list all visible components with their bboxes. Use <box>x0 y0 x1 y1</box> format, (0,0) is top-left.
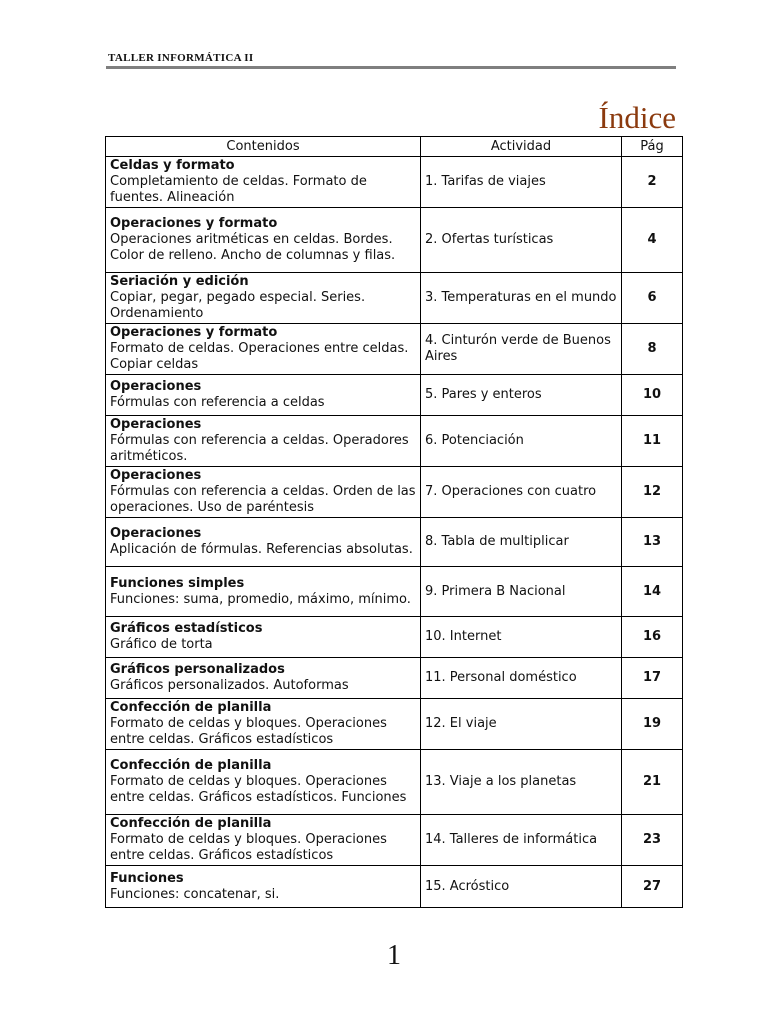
activity-cell: 3. Temperaturas en el mundo <box>421 273 622 324</box>
table-row <box>106 157 683 208</box>
activity-cell: 7. Operaciones con cuatro <box>421 467 622 518</box>
topic-description: Operaciones aritméticas en celdas. Bordes. Color de relleno. Ancho de columnas y filas. <box>110 232 396 263</box>
page-cell: 10 <box>622 375 683 416</box>
column-header-page: Pág <box>622 137 683 157</box>
topic-description: Gráfico de torta <box>110 637 213 652</box>
page-cell: 21 <box>622 750 683 815</box>
topic-description: Aplicación de fórmulas. Referencias absolutas. <box>110 542 413 557</box>
topic-title: Operaciones <box>110 417 202 432</box>
table-row <box>106 467 683 518</box>
table-row <box>106 273 683 324</box>
topic-description: Fórmulas con referencia a celdas. Operadores aritméticos. <box>110 433 409 464</box>
page-cell: 27 <box>622 866 683 908</box>
topic-title: Operaciones <box>110 526 202 541</box>
activity-cell: 13. Viaje a los planetas <box>421 750 622 815</box>
page-cell: 23 <box>622 815 683 866</box>
topic-description: Gráficos personalizados. Autoformas <box>110 678 349 693</box>
contents-cell <box>106 617 421 658</box>
index-table <box>105 136 683 908</box>
topic-title: Celdas y formato <box>110 158 235 173</box>
header-rule <box>106 66 676 69</box>
topic-title: Gráficos estadísticos <box>110 621 263 636</box>
contents-cell <box>106 699 421 750</box>
contents-cell <box>106 815 421 866</box>
topic-description: Formato de celdas y bloques. Operaciones entre celdas. Gráficos estadísticos <box>110 716 387 747</box>
contents-cell <box>106 750 421 815</box>
page-cell: 4 <box>622 208 683 273</box>
activity-cell: 15. Acróstico <box>421 866 622 908</box>
topic-description: Formato de celdas y bloques. Operaciones entre celdas. Gráficos estadísticos. Funciones <box>110 774 407 805</box>
table-row <box>106 416 683 467</box>
page-number: 1 <box>387 940 401 971</box>
page-cell: 13 <box>622 518 683 567</box>
topic-title: Confección de planilla <box>110 700 272 715</box>
topic-title: Operaciones y formato <box>110 216 278 231</box>
page-cell: 6 <box>622 273 683 324</box>
topic-title: Confección de planilla <box>110 758 272 773</box>
topic-title: Operaciones <box>110 379 202 394</box>
column-header-contents: Contenidos <box>106 137 421 157</box>
topic-title: Seriación y edición <box>110 274 249 289</box>
table-row <box>106 324 683 375</box>
running-header: TALLER INFORMÁTICA II <box>108 52 254 64</box>
table-header-row <box>106 137 683 157</box>
topic-description: Fórmulas con referencia a celdas. Orden de las operaciones. Uso de paréntesis <box>110 484 416 515</box>
page-title: Índice <box>598 100 676 135</box>
page-cell: 12 <box>622 467 683 518</box>
page-cell: 19 <box>622 699 683 750</box>
contents-cell <box>106 866 421 908</box>
contents-cell <box>106 208 421 273</box>
topic-description: Funciones: suma, promedio, máximo, mínimo. <box>110 591 411 607</box>
activity-cell: 9. Primera B Nacional <box>421 567 622 617</box>
page-cell: 11 <box>622 416 683 467</box>
table-row <box>106 208 683 273</box>
table-row <box>106 375 683 416</box>
contents-cell <box>106 375 421 416</box>
topic-description: Funciones: concatenar, si. <box>110 886 280 902</box>
contents-cell <box>106 467 421 518</box>
contents-cell <box>106 324 421 375</box>
topic-title: Gráficos personalizados <box>110 662 285 677</box>
table-row <box>106 866 683 908</box>
topic-description: Formato de celdas y bloques. Operaciones entre celdas. Gráficos estadísticos <box>110 832 387 863</box>
topic-description: Completamiento de celdas. Formato de fuentes. Alineación <box>110 174 367 205</box>
column-header-activity: Actividad <box>421 137 622 157</box>
activity-cell: 10. Internet <box>421 617 622 658</box>
topic-title: Funciones <box>110 870 184 886</box>
activity-cell: 4. Cinturón verde de Buenos Aires <box>421 324 622 375</box>
topic-title: Operaciones <box>110 468 202 483</box>
activity-cell: 11. Personal doméstico <box>421 658 622 699</box>
table-row <box>106 567 683 617</box>
activity-cell: 12. El viaje <box>421 699 622 750</box>
activity-cell: 2. Ofertas turísticas <box>421 208 622 273</box>
contents-cell <box>106 157 421 208</box>
contents-cell <box>106 273 421 324</box>
topic-description: Formato de celdas. Operaciones entre celdas. Copiar celdas <box>110 341 409 372</box>
activity-cell: 5. Pares y enteros <box>421 375 622 416</box>
topic-title: Funciones simples <box>110 575 245 591</box>
page-cell: 16 <box>622 617 683 658</box>
page-cell: 17 <box>622 658 683 699</box>
table-row <box>106 658 683 699</box>
page-cell: 8 <box>622 324 683 375</box>
table-row <box>106 815 683 866</box>
topic-title: Confección de planilla <box>110 816 272 831</box>
contents-cell <box>106 567 421 617</box>
table-row <box>106 617 683 658</box>
page-cell: 14 <box>622 567 683 617</box>
activity-cell: 6. Potenciación <box>421 416 622 467</box>
topic-description: Copiar, pegar, pegado especial. Series. Ordenamiento <box>110 290 366 321</box>
table-row <box>106 750 683 815</box>
table-row <box>106 518 683 567</box>
contents-cell <box>106 416 421 467</box>
topic-description: Fórmulas con referencia a celdas <box>110 395 325 410</box>
contents-cell <box>106 658 421 699</box>
page-cell: 2 <box>622 157 683 208</box>
activity-cell: 14. Talleres de informática <box>421 815 622 866</box>
activity-cell: 8. Tabla de multiplicar <box>421 518 622 567</box>
contents-cell <box>106 518 421 567</box>
index-table-body <box>106 157 683 908</box>
table-row <box>106 699 683 750</box>
topic-title: Operaciones y formato <box>110 325 278 340</box>
activity-cell: 1. Tarifas de viajes <box>421 157 622 208</box>
